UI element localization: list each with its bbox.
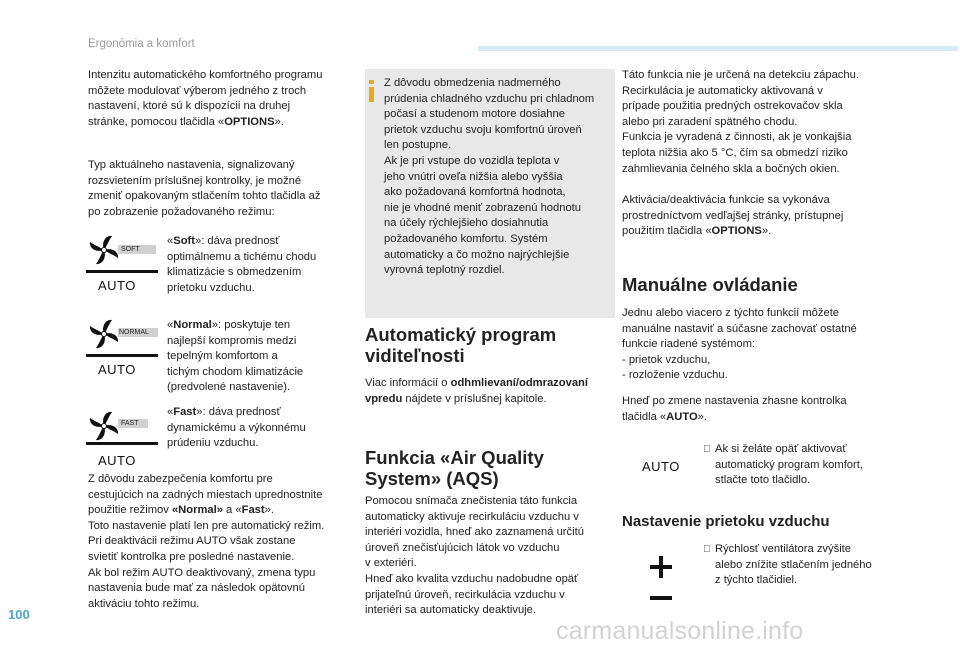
intro-paragraph: [88, 68, 346, 130]
heading-line: Automatický program: [365, 324, 557, 345]
auto-label: AUTO: [98, 453, 136, 468]
soft-mode-icon: [86, 232, 160, 293]
text: «: [167, 406, 174, 418]
link-text: vpredu: [365, 392, 403, 405]
list-item: - rozloženie vzduchu.: [622, 369, 728, 382]
text: nájdete v príslušnej kapitole.: [402, 392, 547, 405]
options-button-ref: OPTIONS: [224, 115, 275, 128]
watermark: carmanualsonline.info: [556, 617, 804, 645]
line: Recirkulácia je automaticky aktivovaná v: [622, 84, 823, 97]
line: v exteriéri.: [365, 557, 417, 570]
text: «: [167, 235, 174, 247]
line: optimálnemu a tichému chodu: [167, 250, 317, 263]
list-item: - prietok vzduchu,: [622, 353, 711, 366]
line: z týchto tlačidiel.: [715, 574, 798, 587]
line: funkcie riadené systémom:: [622, 338, 756, 351]
line: [167, 234, 347, 250]
soft-badge: SOFT: [121, 246, 140, 253]
line: Hneď ako kvalita vzduchu nadobudne opäť: [365, 572, 579, 585]
line: cestujúcich na zadných miestach uprednostnite: [88, 488, 323, 501]
line: alebo pri zaradení spätného chodu.: [622, 115, 798, 128]
text: použitím tlačidla «: [622, 225, 712, 238]
intro-line: Intenzitu automatického komfortného programu: [88, 69, 323, 81]
line: dynamickému a výkonnému: [167, 421, 306, 434]
text: »: dáva prednosť: [196, 406, 281, 418]
line: Táto funkcia nie je určená na detekciu zápachu.: [622, 69, 859, 81]
heading-line: viditeľnosti: [365, 345, 465, 366]
line: Z dôvodu zabezpečenia komfortu pre: [88, 473, 273, 485]
line: Z dôvodu obmedzenia nadmerného: [384, 77, 561, 89]
line: Typ aktuálneho nastavenia, signalizovaný: [88, 159, 295, 171]
line: interiéri sa automaticky deaktivuje.: [365, 604, 536, 617]
intro-line: [88, 115, 346, 131]
line: [167, 405, 347, 421]
info-icon: [369, 80, 374, 102]
line: nastavenia bude mať za následok opätovnú: [88, 582, 305, 595]
line: Ak si želáte opäť aktivovať: [715, 443, 847, 455]
line: prijateľnú úroveň, recirkulácia vzduchu v: [365, 588, 565, 601]
line: interiéri vozidla, hneď ako zaznamená určitú: [365, 526, 584, 539]
line: ako požadovaná komfortná hodnota,: [384, 186, 566, 199]
line: (predvolené nastavenie).: [167, 381, 291, 394]
line: prostredníctvom vedľajšej stránky, prístupnej: [622, 209, 844, 222]
heading-line: Funkcia «Air Quality: [365, 447, 544, 468]
fan-icon: [86, 316, 160, 356]
indicator-bar: [86, 270, 158, 273]
airflow-instructions: [715, 542, 890, 589]
header-bar: [478, 46, 958, 51]
line: klimatizácie s obmedzením: [167, 266, 302, 279]
mode-name: Normal: [173, 319, 212, 331]
manual-heading: Manuálne ovládanie: [622, 274, 798, 295]
line: len postupne.: [384, 139, 452, 152]
line: [622, 410, 884, 426]
airflow-heading: Nastavenie prietoku vzduchu: [622, 513, 830, 530]
line: prietok vzduchu svoju komfortnú úroveň: [384, 123, 582, 136]
normal-mode-desc: [167, 318, 347, 396]
line: automaticky a čo možno najrýchlejšie: [384, 248, 570, 261]
line: rozsvietením príslušnej kontrolky, je možné: [88, 174, 302, 187]
page-number: 100: [8, 607, 30, 622]
line: alebo znížite stlačením jedného: [715, 558, 872, 571]
line: svietiť kontrolka pre posledné nastavenie.: [88, 550, 295, 563]
info-text: [384, 76, 612, 279]
odor-paragraph: [622, 68, 884, 177]
line: Hneď po zmene nastavenia zhasne kontrolka: [622, 395, 847, 407]
line: [622, 224, 884, 240]
mode-name: Fast: [173, 406, 197, 418]
line: Aktivácia/deaktivácia funkcie sa vykonáva: [622, 194, 830, 206]
line: manuálne nastaviť a súčasne zachovať ostatné: [622, 322, 857, 335]
link-text: odhmlievaní/odmrazovaní: [450, 377, 588, 389]
line: [167, 318, 347, 334]
mode-name: Soft: [173, 235, 195, 247]
text: ».: [274, 115, 284, 128]
line: Funkcia je vyradená z činnosti, ak je vonkajšia: [622, 131, 852, 144]
plus-icon: [650, 556, 672, 578]
auto-label: AUTO: [98, 362, 136, 377]
indicator-bar: [86, 354, 158, 357]
intro-line: nastavení, ktoré sú k dispozícii na druhej: [88, 100, 291, 113]
line: [365, 376, 615, 392]
line: Rýchlosť ventilátora zvýšite: [715, 543, 852, 555]
section-title: Ergonómia a komfort: [88, 38, 195, 50]
line: Jednu alebo viacero z týchto funkcií môžete: [622, 307, 840, 319]
line: teplota nižšia ako 5 °C, čím sa obmedzí riziko: [622, 146, 848, 159]
line: úroveň znečisťujúcich látok vo vzduchu: [365, 541, 560, 554]
line: [88, 503, 346, 519]
line: najlepší kompromis medzi: [167, 334, 297, 347]
line: prúdenia chladného vzduchu pri chladnom: [384, 92, 595, 105]
line: požadovaného komfortu. Systém: [384, 232, 548, 245]
line: tepelným komfortom a: [167, 350, 278, 363]
line: jeho vnútri oveľa nižšia alebo vyššia: [384, 170, 563, 183]
mode-name: «Normal»: [171, 504, 223, 517]
line: po zobrazenie požadovaného režimu:: [88, 205, 275, 218]
auto-label: AUTO: [98, 278, 136, 293]
auto-button-ref: AUTO: [666, 410, 698, 423]
bullet-icon: [703, 444, 711, 455]
line: prúdeniu vzduchu.: [167, 437, 259, 450]
normal-badge: NORMAL: [119, 329, 149, 336]
line: počasí a studenom motore dosiahne: [384, 108, 565, 121]
normal-mode-icon: [86, 316, 160, 377]
visibility-paragraph: [365, 376, 615, 407]
line: tichým chodom klimatizácie: [167, 365, 304, 378]
line: [365, 392, 615, 408]
line: zahmlievania čelného skla a bočných okien.: [622, 162, 840, 175]
heading-line: System» (AQS): [365, 468, 499, 489]
line: Ak bol režim AUTO deaktivovaný, zmena typu: [88, 566, 316, 579]
line: prietoku vzduchu.: [167, 281, 255, 294]
fast-mode-desc: [167, 405, 347, 452]
activation-paragraph: [622, 193, 884, 240]
mode-name: Fast: [241, 504, 265, 517]
visibility-heading: [365, 324, 556, 366]
current-setting-paragraph: [88, 158, 346, 220]
text: a «: [222, 504, 242, 517]
line: Pri deaktivácii režimu AUTO však zostane: [88, 535, 296, 548]
options-button-ref: OPTIONS: [711, 225, 762, 238]
intro-line: môžete modulovať výberom jedného z troch: [88, 84, 307, 97]
line: Pomocou snímača znečistenia táto funkcia: [365, 495, 578, 507]
text: Viac informácií o: [365, 377, 451, 389]
line: Ak je pri vstupe do vozidla teplota v: [384, 154, 560, 167]
line: vyrovná teplotný rozdiel.: [384, 264, 505, 277]
text: ».: [697, 410, 707, 423]
auto-instructions: [715, 442, 890, 489]
line: Toto nastavenie platí len pre automatický režim.: [88, 519, 325, 532]
indicator-bar: [86, 442, 158, 445]
change-paragraph: [622, 394, 884, 425]
fast-mode-icon: [86, 408, 160, 468]
line: na účely rýchlejšieho dosiahnutia: [384, 217, 549, 230]
manual-paragraph: [622, 306, 884, 384]
text: »: dáva prednosť: [194, 235, 280, 247]
text: použitie režimov: [88, 504, 172, 517]
line: stlačte toto tlačidlo.: [715, 474, 811, 487]
rear-comfort-paragraph: [88, 472, 346, 612]
text: stránke, pomocou tlačidla «: [88, 115, 225, 128]
line: nie je vhodné meniť zobrazenú hodnotu: [384, 201, 582, 214]
fast-badge: FAST: [121, 420, 139, 427]
text: ».: [761, 225, 772, 238]
line: zmeniť opakovaným stlačením tohto tlačidla až: [88, 190, 321, 203]
line: prípade použitia predných ostrekovačov skla: [622, 100, 843, 113]
line: automatický program komfort,: [715, 458, 863, 471]
aqs-paragraph: [365, 494, 615, 619]
text: tlačidla «: [622, 410, 667, 423]
text: »: poskytuje ten: [211, 319, 291, 331]
bullet-icon: [703, 544, 711, 555]
aqs-heading: [365, 447, 544, 489]
line: aktiváciu tohto režimu.: [88, 597, 200, 610]
auto-button-icon: AUTO: [642, 459, 680, 474]
soft-mode-desc: [167, 234, 347, 296]
line: automaticky aktivuje recirkuláciu vzduchu v: [365, 510, 579, 523]
text: ».: [264, 504, 274, 517]
minus-icon: [650, 595, 672, 601]
text: «: [167, 319, 174, 331]
